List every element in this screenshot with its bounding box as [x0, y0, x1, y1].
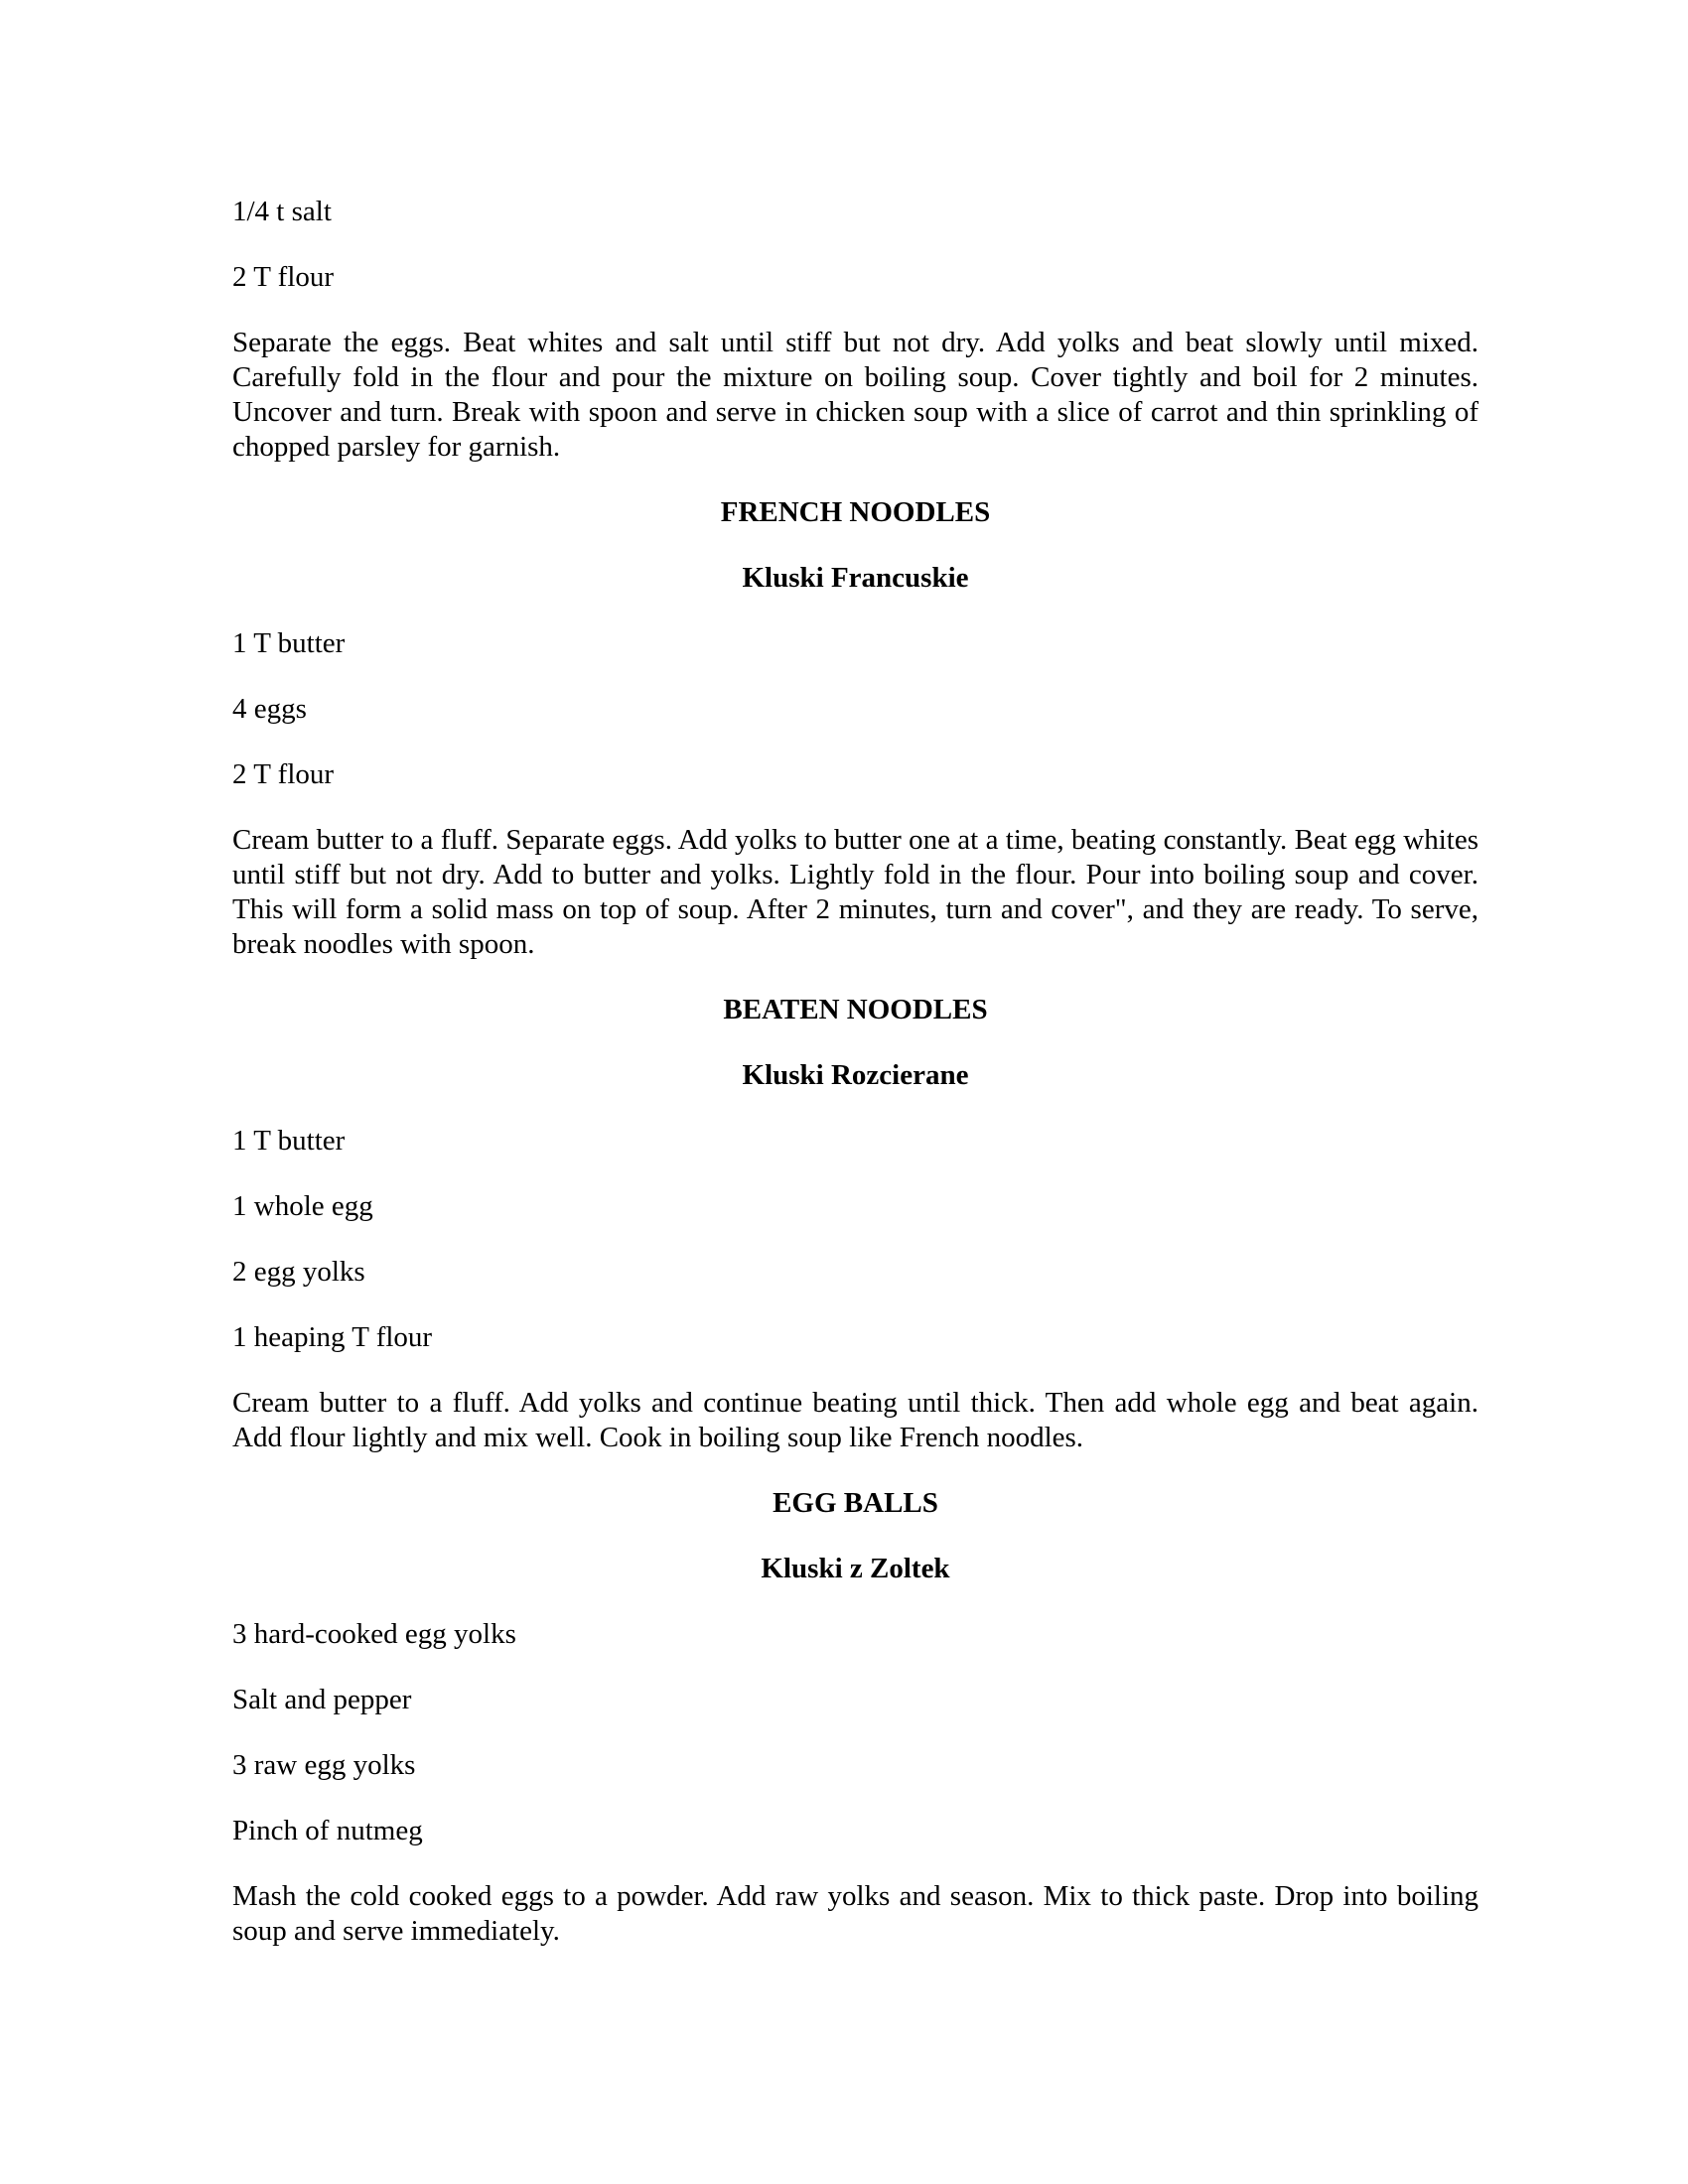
recipe-title: FRENCH NOODLES — [720, 496, 991, 528]
method-paragraph: Cream butter to a fluff. Separate eggs. Add yolks to butter one at a time, beating constantly. Beat egg whites until stiff but not dry. Add to butter and yolks. Lightly fold in the flour. Pour into boiling soup and cover. This will form a solid mass on top of soup. After 2 minutes, turn and cover", and they are ready. To serve, break noodles with spoon. — [232, 824, 1478, 960]
method-paragraph: Separate the eggs. Beat whites and salt until stiff but not dry. Add yolks and beat slowly until mixed. Carefully fold in the flour and pour the mixture on boiling soup. Cover tightly and boil for 2 minutes. Uncover and turn. Break with spoon and serve in chicken soup with a slice of carrot and thin sprinkling of chopped parsley for garnish. — [232, 327, 1478, 463]
recipe-subtitle: Kluski Francuskie — [742, 562, 969, 594]
method-paragraph: Cream butter to a fluff. Add yolks and continue beating until thick. Then add whole egg and beat again. Add flour lightly and mix well. Cook in boiling soup like French noodles. — [232, 1387, 1478, 1453]
ingredient-line: 1/4 t salt — [232, 196, 332, 227]
recipe-subtitle: Kluski Rozcierane — [742, 1059, 969, 1091]
ingredient-line: 1 T butter — [232, 627, 346, 659]
ingredient-line: 2 egg yolks — [232, 1256, 365, 1288]
ingredient-line: 1 T butter — [232, 1125, 346, 1157]
recipe-title: BEATEN NOODLES — [723, 994, 988, 1025]
method-paragraph: Mash the cold cooked eggs to a powder. Add raw yolks and season. Mix to thick paste. Drop into boiling soup and serve immediately. — [232, 1880, 1478, 1947]
ingredient-line: 3 raw egg yolks — [232, 1749, 416, 1781]
document-page — [232, 195, 1478, 1979]
ingredient-line: 2 T flour — [232, 261, 335, 293]
ingredient-line: 1 whole egg — [232, 1190, 373, 1222]
ingredient-line: Salt and pepper — [232, 1684, 412, 1715]
ingredient-line: Pinch of nutmeg — [232, 1815, 423, 1846]
ingredient-line: 3 hard-cooked egg yolks — [232, 1618, 516, 1650]
ingredient-line: 1 heaping T flour — [232, 1321, 433, 1353]
ingredient-line: 2 T flour — [232, 758, 335, 790]
ingredient-line: 4 eggs — [232, 693, 307, 725]
recipe-title: EGG BALLS — [773, 1487, 938, 1519]
recipe-subtitle: Kluski z Zoltek — [761, 1553, 950, 1584]
